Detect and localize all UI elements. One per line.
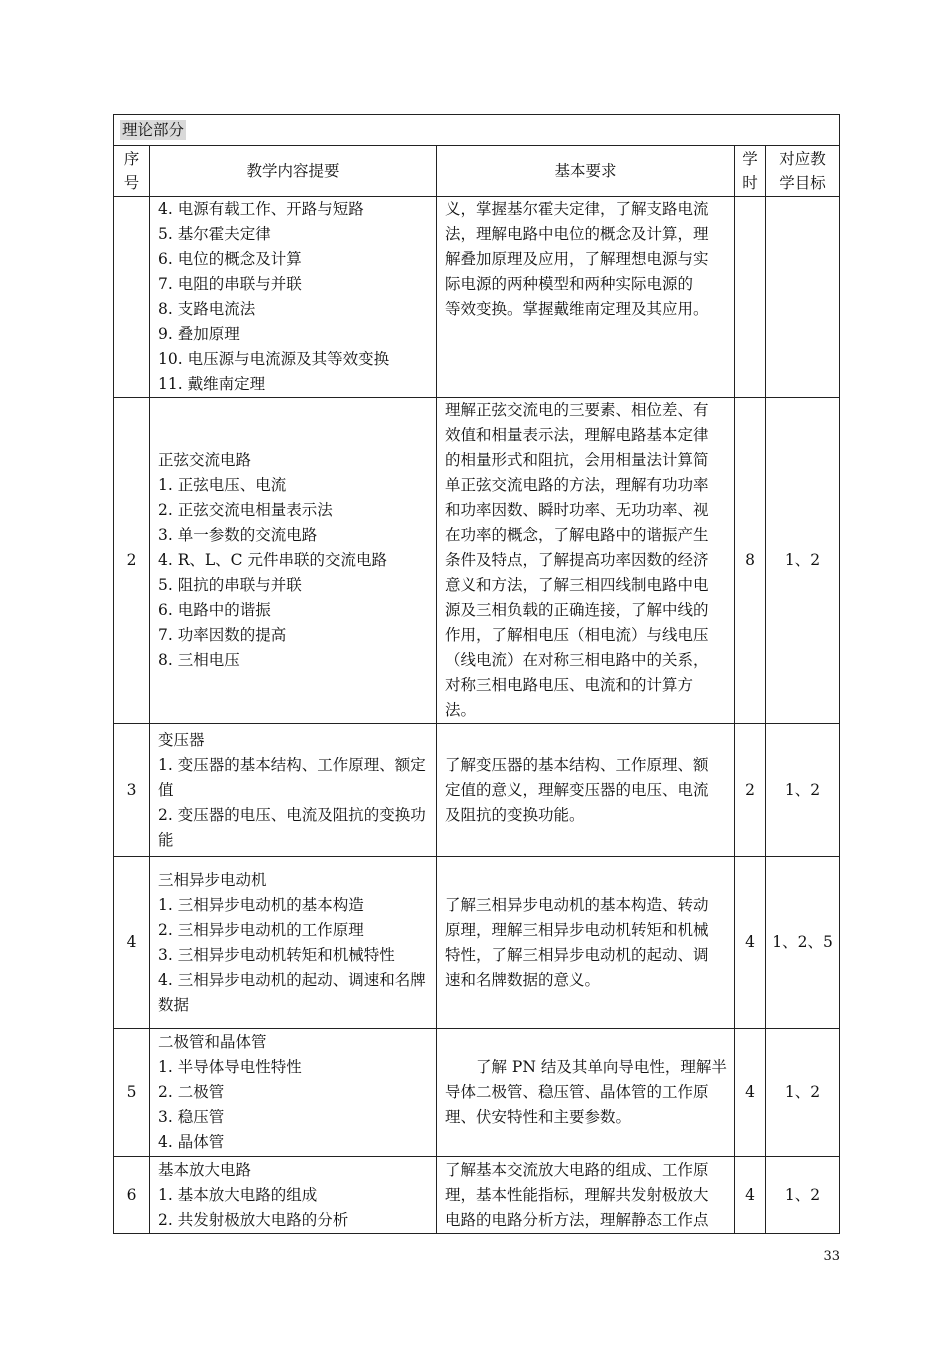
content-line: 2. 共发射极放大电路的分析 xyxy=(158,1210,349,1229)
row-num: 3 xyxy=(114,724,150,857)
section-title: 理论部分 xyxy=(122,120,185,139)
header-goals-line: 学目标 xyxy=(779,174,826,192)
content-line: 三相异步电动机 xyxy=(158,870,267,889)
content-line: 变压器 xyxy=(158,730,205,749)
row-content xyxy=(150,857,437,1029)
row-hours: 4 xyxy=(735,1157,766,1234)
header-num-line: 序 xyxy=(123,150,140,168)
header-hours-line: 学 xyxy=(742,150,758,168)
header-row xyxy=(114,146,840,197)
section-title-cell xyxy=(114,115,840,146)
row-content xyxy=(150,724,437,857)
section-row xyxy=(114,115,840,146)
requirement-line: 原理，理解三相异步电动机转矩和机械 xyxy=(445,920,709,939)
requirement-line: 了解变压器的基本结构、工作原理、额 xyxy=(445,755,709,774)
header-num-line: 号 xyxy=(123,174,140,192)
content-line: 3. 单一参数的交流电路 xyxy=(158,526,318,544)
requirement-line: 及阻抗的变换功能。 xyxy=(445,805,585,824)
row-num xyxy=(114,197,150,398)
requirement-line: 理解正弦交流电的三要素、相位差、有 xyxy=(445,401,709,419)
requirement-line: 法，理解电路中电位的概念及计算，理 xyxy=(445,225,709,243)
content-line: 7. 功率因数的提高 xyxy=(158,626,287,644)
requirement-line: 作用，了解相电压（相电流）与线电压 xyxy=(445,626,709,644)
content-line: 4. 三相异步电动机的起动、调速和名牌数据 xyxy=(158,970,426,1014)
requirement-line: 和功率因数、瞬时功率、无功功率、视 xyxy=(445,501,709,519)
requirement-line: 特性，了解三相异步电动机的起动、调 xyxy=(445,945,709,964)
requirement-line: 定值的意义，理解变压器的电压、电流 xyxy=(445,780,709,799)
content-line: 基本放大电路 xyxy=(158,1160,252,1179)
row-hours: 2 xyxy=(735,724,766,857)
content-line: 2. 二极管 xyxy=(158,1083,225,1101)
content-line: 4. R、L、C 元件串联的交流电路 xyxy=(158,551,387,569)
content-line: 11. 戴维南定理 xyxy=(158,375,266,393)
requirement-line: 理、伏安特性和主要参数。 xyxy=(445,1108,632,1126)
content-line: 1. 正弦电压、电流 xyxy=(158,476,287,494)
row-goals xyxy=(766,197,840,398)
header-goals-line: 对应教 xyxy=(779,150,826,168)
row-goals: 1、2、5 xyxy=(766,857,840,1029)
requirement-line: 了解基本交流放大电路的组成、工作原 xyxy=(445,1160,709,1179)
header-requirements: 基本要求 xyxy=(437,146,735,197)
content-line: 9. 叠加原理 xyxy=(158,325,240,343)
row-goals: 1、2 xyxy=(766,398,840,724)
content-line: 7. 电阻的串联与并联 xyxy=(158,275,302,293)
row-hours xyxy=(735,197,766,398)
row-content xyxy=(150,398,437,724)
requirement-line: 源及三相负载的正确连接，了解中线的 xyxy=(445,601,709,619)
table-row xyxy=(114,857,840,1029)
row-requirements xyxy=(437,724,735,857)
row-hours: 4 xyxy=(735,857,766,1029)
content-line: 3. 稳压管 xyxy=(158,1108,225,1126)
row-num: 6 xyxy=(114,1157,150,1234)
header-content: 教学内容提要 xyxy=(150,146,437,197)
header-hours xyxy=(735,146,766,197)
content-line: 6. 电位的概念及计算 xyxy=(158,250,302,268)
row-hours: 8 xyxy=(735,398,766,724)
requirement-line: 电路的电路分析方法，理解静态工作点 xyxy=(445,1210,709,1229)
content-line: 2. 正弦交流电相量表示法 xyxy=(158,501,333,519)
row-num: 2 xyxy=(114,398,150,724)
content-line: 5. 基尔霍夫定律 xyxy=(158,225,271,243)
content-line: 1. 三相异步电动机的基本构造 xyxy=(158,895,364,914)
requirement-line: 法。 xyxy=(445,701,477,719)
row-content xyxy=(150,197,437,398)
table-row xyxy=(114,398,840,724)
requirement-line: 解叠加原理及应用，了解理想电源与实 xyxy=(445,250,709,268)
content-line: 1. 半导体导电性特性 xyxy=(158,1058,302,1076)
row-goals: 1、2 xyxy=(766,1029,840,1157)
syllabus-table-container xyxy=(113,114,839,1234)
row-content xyxy=(150,1029,437,1157)
syllabus-table xyxy=(113,114,840,1234)
content-line: 8. 支路电流法 xyxy=(158,300,256,318)
requirement-line: 义，掌握基尔霍夫定律，了解支路电流 xyxy=(445,200,709,218)
content-line: 正弦交流电路 xyxy=(158,451,252,469)
page-number: 33 xyxy=(823,1249,840,1264)
content-line: 2. 变压器的电压、电流及阻抗的变换功能 xyxy=(158,805,426,849)
requirement-line: 了解三相异步电动机的基本构造、转动 xyxy=(445,895,709,914)
content-line: 5. 阻抗的串联与并联 xyxy=(158,576,302,594)
header-goals xyxy=(766,146,840,197)
table-row xyxy=(114,724,840,857)
content-line: 1. 变压器的基本结构、工作原理、额定值 xyxy=(158,755,426,799)
requirement-line: 速和名牌数据的意义。 xyxy=(445,970,601,989)
requirement-line: 际电源的两种模型和两种实际电源的 xyxy=(445,275,694,293)
header-hours-line: 时 xyxy=(742,174,758,192)
requirement-line: 等效变换。掌握戴维南定理及其应用。 xyxy=(445,300,709,318)
row-requirements xyxy=(437,1157,735,1234)
requirement-line: 条件及特点，了解提高功率因数的经济 xyxy=(445,551,709,569)
header-num xyxy=(114,146,150,197)
requirement-line: 单正弦交流电路的方法，理解有功功率 xyxy=(445,476,709,494)
row-requirements xyxy=(437,1029,735,1157)
row-requirements xyxy=(437,197,735,398)
requirement-line: 在功率的概念，了解电路中的谐振产生 xyxy=(445,526,709,544)
content-line: 二极管和晶体管 xyxy=(158,1033,267,1051)
table-row xyxy=(114,1157,840,1234)
row-requirements xyxy=(437,398,735,724)
requirement-line: 意义和方法，了解三相四线制电路中电 xyxy=(445,576,709,594)
row-goals: 1、2 xyxy=(766,1157,840,1234)
requirement-line: 效值和相量表示法，理解电路基本定律 xyxy=(445,426,709,444)
row-num: 4 xyxy=(114,857,150,1029)
requirement-line: 导体二极管、稳压管、晶体管的工作原 xyxy=(445,1083,709,1101)
content-line: 4. 电源有载工作、开路与短路 xyxy=(158,200,364,218)
row-content xyxy=(150,1157,437,1234)
requirement-line: 对称三相电路电压、电流和的计算方 xyxy=(445,676,694,694)
row-num: 5 xyxy=(114,1029,150,1157)
table-row xyxy=(114,1029,840,1157)
requirement-line: 的相量形式和阻抗，会用相量法计算简 xyxy=(445,451,709,469)
requirement-line: （线电流）在对称三相电路中的关系， xyxy=(445,651,709,669)
content-line: 8. 三相电压 xyxy=(158,651,240,669)
row-goals: 1、2 xyxy=(766,724,840,857)
requirement-line: 了解 PN 结及其单向导电性，理解半 xyxy=(476,1058,727,1076)
content-line: 10. 电压源与电流源及其等效变换 xyxy=(158,350,390,368)
requirement-line: 理，基本性能指标，理解共发射极放大 xyxy=(445,1185,709,1204)
row-requirements xyxy=(437,857,735,1029)
content-line: 6. 电路中的谐振 xyxy=(158,601,271,619)
table-row xyxy=(114,197,840,398)
row-hours: 4 xyxy=(735,1029,766,1157)
content-line: 3. 三相异步电动机转矩和机械特性 xyxy=(158,945,395,964)
content-line: 2. 三相异步电动机的工作原理 xyxy=(158,920,364,939)
content-line: 4. 晶体管 xyxy=(158,1133,225,1151)
content-line: 1. 基本放大电路的组成 xyxy=(158,1185,318,1204)
